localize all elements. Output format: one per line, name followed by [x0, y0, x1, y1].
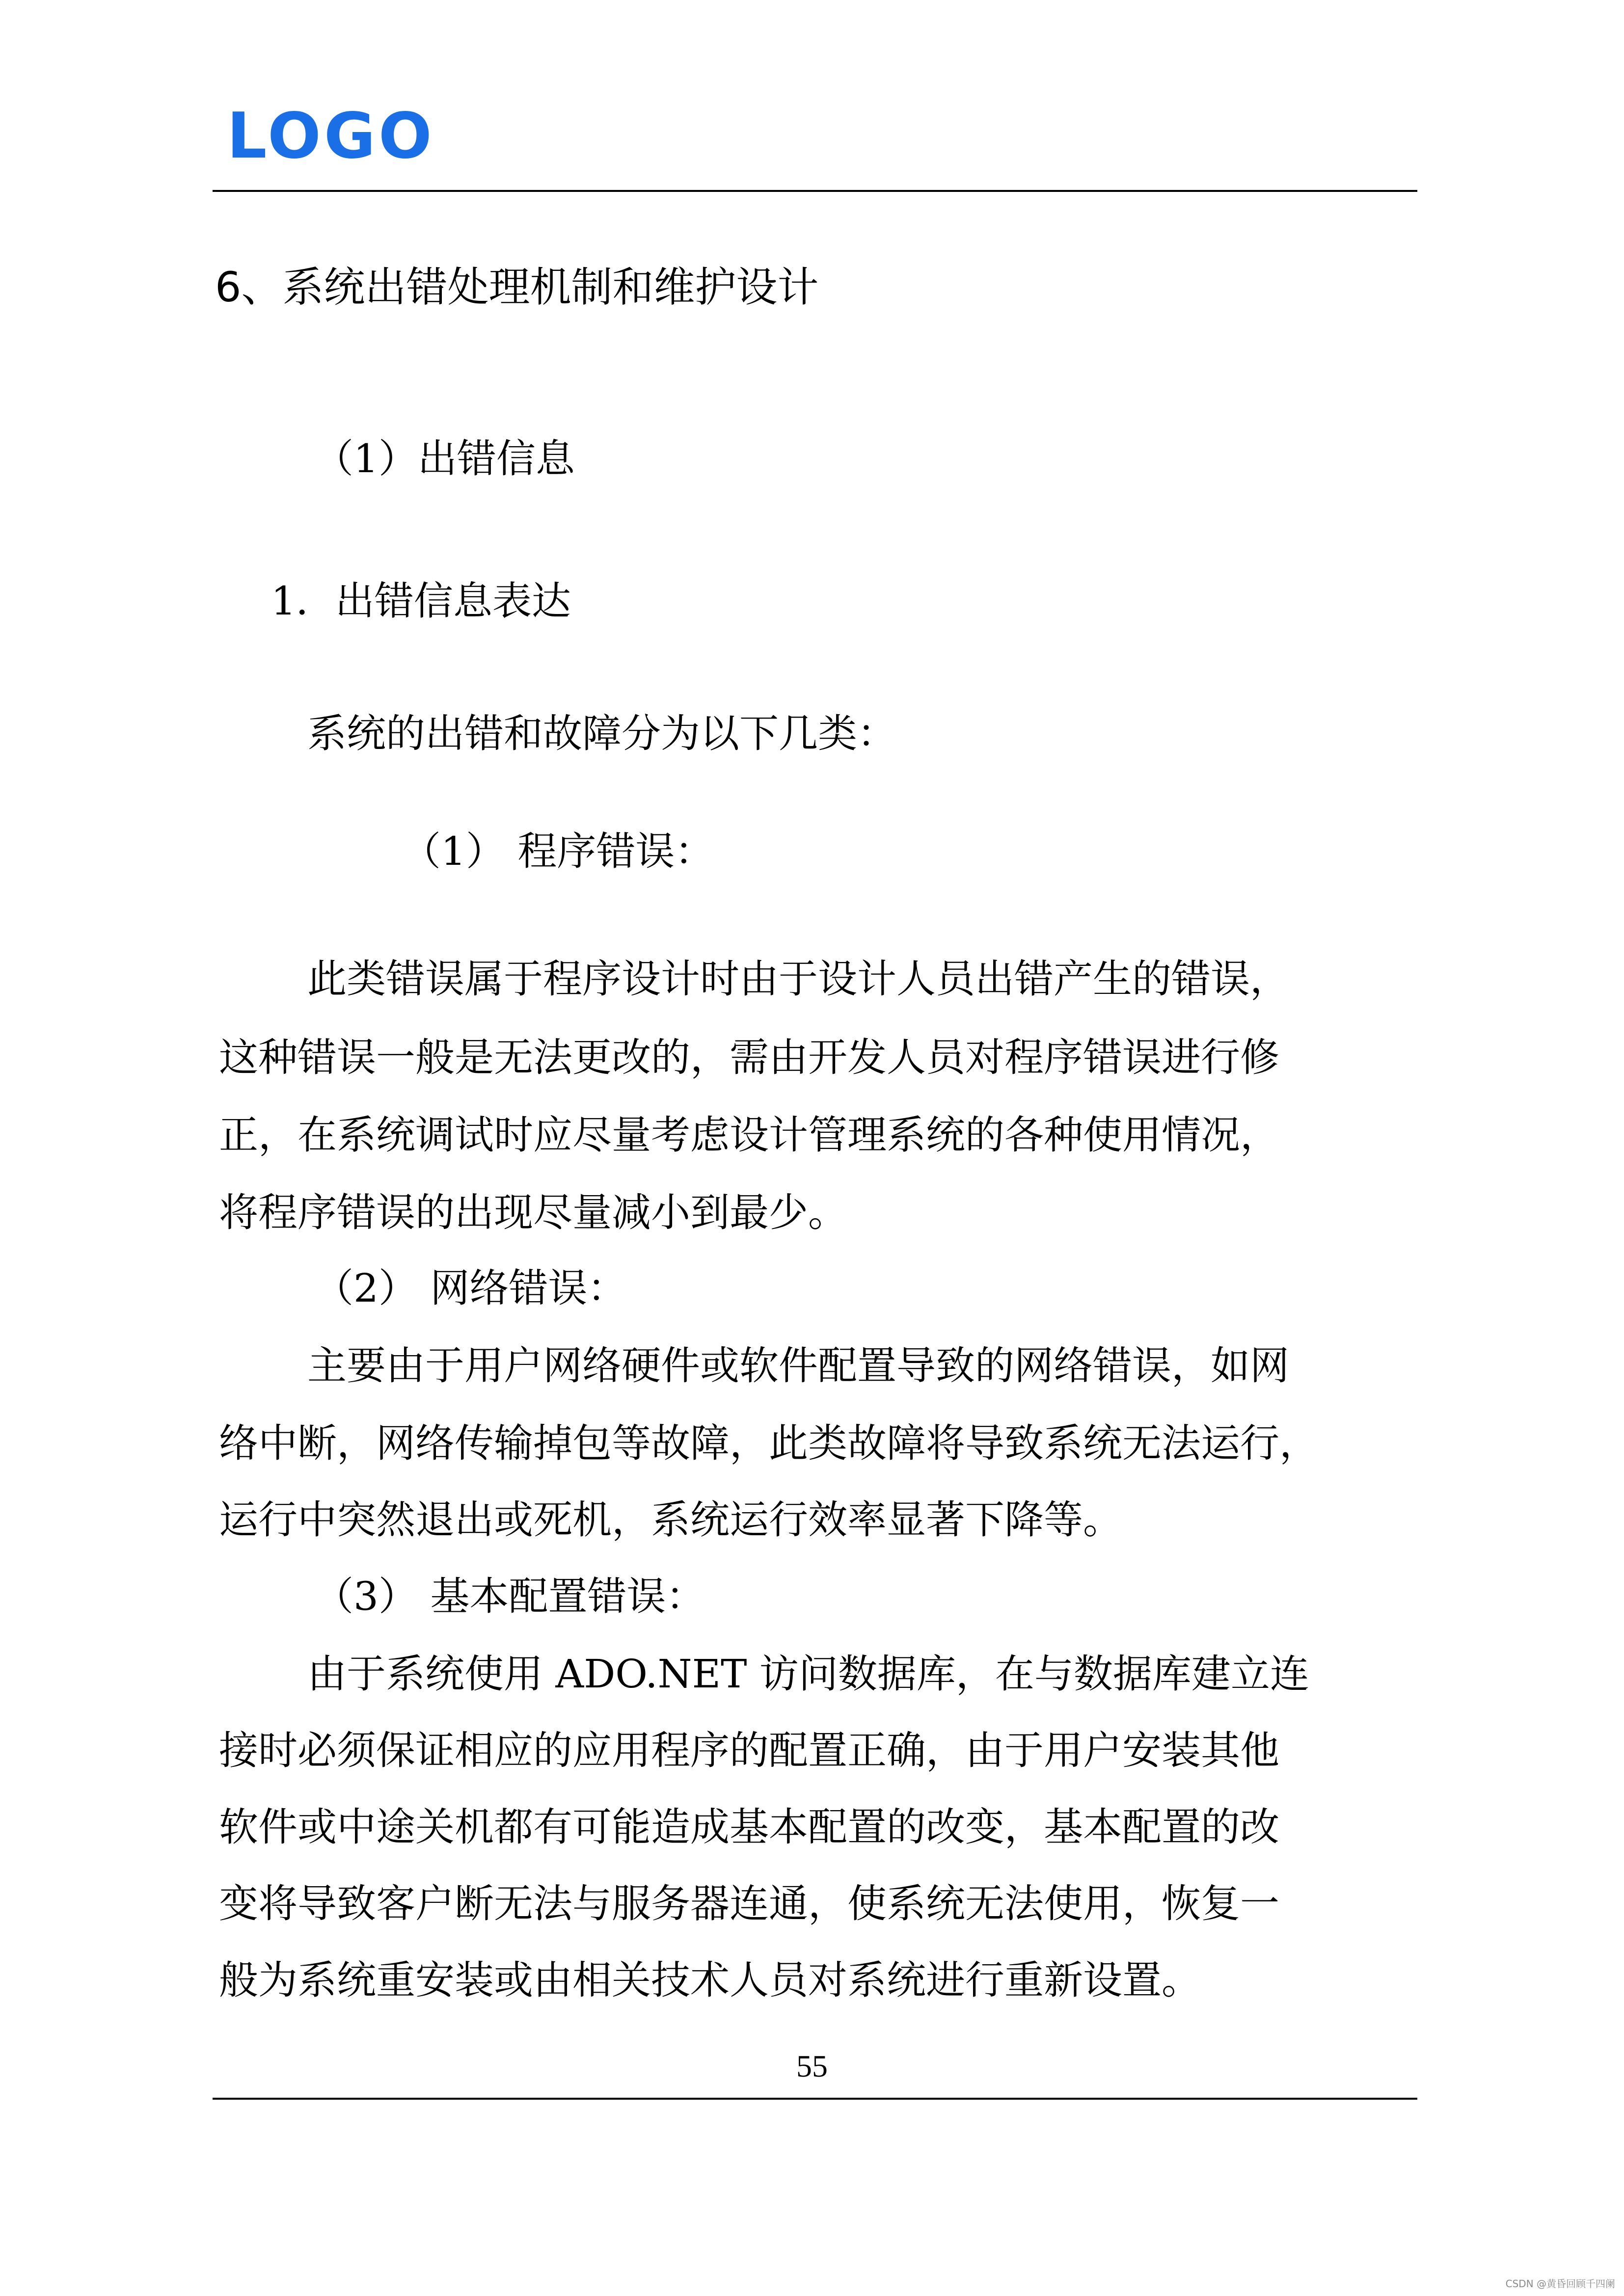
section-heading: 6、系统出错处理机制和维护设计 [215, 263, 819, 311]
paragraph-line: 此类错误属于程序设计时由于设计人员出错产生的错误， [307, 956, 1289, 1002]
paragraph-line: 正，在系统调试时应尽量考虑设计管理系统的各种使用情况， [219, 1112, 1279, 1158]
paragraph-line: 运行中突然退出或死机，系统运行效率显著下降等。 [219, 1497, 1122, 1543]
header-divider [213, 190, 1417, 192]
paragraph-line: 变将导致客户断无法与服务器连通，使系统无法使用，恢复一 [219, 1881, 1279, 1926]
item-title-network-error: （2） 网络错误： [314, 1265, 627, 1311]
watermark: CSDN @黄昏回顾千四阑 [1505, 2278, 1615, 2290]
item-title-program-error: （1） 程序错误： [402, 828, 714, 874]
paragraph-line: 接时必须保证相应的应用程序的配置正确，由于用户安装其他 [219, 1728, 1279, 1773]
paragraph-line: 络中断，网络传输掉包等故障，此类故障将导致系统无法运行， [219, 1420, 1319, 1466]
paragraph-line: 将程序错误的出现尽量减小到最少。 [219, 1190, 847, 1235]
paragraph-line: 般为系统重安装或由相关技术人员对系统进行重新设置。 [219, 1957, 1201, 2003]
paragraph-line: 这种错误一般是无法更改的，需由开发人员对程序错误进行修 [219, 1035, 1279, 1080]
paragraph-line: 由于系统使用 ADO.NET 访问数据库，在与数据库建立连 [307, 1651, 1309, 1697]
subheading-error-info: （1）出错信息 [314, 436, 575, 481]
subheading-error-expression: 1．出错信息表达 [271, 578, 571, 624]
footer-divider [213, 2098, 1417, 2100]
intro-paragraph: 系统的出错和故障分为以下几类： [307, 711, 896, 756]
paragraph-line: 主要由于用户网络硬件或软件配置导致的网络错误，如网 [307, 1343, 1289, 1388]
page-number: 55 [796, 2049, 828, 2083]
logo: LOGO [227, 100, 435, 173]
item-title-config-error: （3） 基本配置错误： [314, 1574, 705, 1619]
paragraph-line: 软件或中途关机都有可能造成基本配置的改变，基本配置的改 [219, 1804, 1279, 1850]
